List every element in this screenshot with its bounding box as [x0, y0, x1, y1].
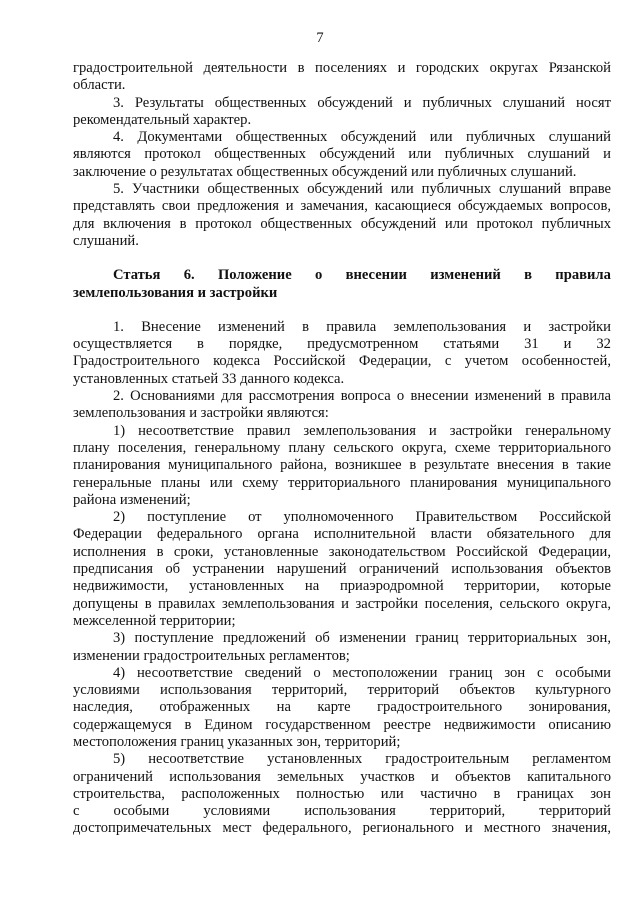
text-line: 2. Основаниями для рассмотрения вопроса о внесении изменений в правила — [113, 388, 611, 405]
text-line: района изменений; — [73, 491, 191, 508]
spacer — [73, 302, 611, 319]
text-line — [73, 319, 611, 336]
heading-word: правила — [555, 267, 611, 284]
article-heading — [73, 267, 611, 302]
text-line: Федерации федерального органа исполнительной власти обязательного для — [73, 526, 611, 543]
word: объектов — [459, 682, 516, 699]
text-line: планирования муниципального района, возникшее в результате внесения в такие — [73, 457, 611, 474]
subitem-1 — [73, 423, 611, 509]
word: территорий — [367, 682, 440, 699]
heading-word: изменений — [430, 267, 501, 284]
word: в — [197, 336, 204, 353]
word: особыми — [113, 803, 170, 820]
text-line: изменении градостроительных регламентов; — [73, 647, 350, 664]
word: приаэродромной — [339, 578, 444, 595]
text-line — [73, 509, 611, 526]
word: условиями — [203, 803, 271, 820]
text-line: являются протокол общественных обсуждений или публичных слушаний и — [73, 146, 611, 163]
word: статьями — [443, 336, 500, 353]
word: поступление — [147, 509, 227, 526]
heading-line — [73, 267, 611, 284]
paragraph-item-5 — [73, 181, 611, 250]
spacer — [73, 250, 611, 267]
paragraph-item-3 — [73, 95, 611, 130]
word: регламентом — [532, 751, 611, 768]
text-line: допущены в правилах землепользования и застройки поселения, сельского округа, — [73, 595, 611, 612]
word: от — [248, 509, 262, 526]
text-line: землепользования и застройки являются: — [73, 405, 329, 422]
text-line: заключение о результатах общественных обсуждений или публичных слушаний. — [73, 163, 577, 180]
text-line — [73, 699, 611, 716]
text-line: для включения в протокол общественных обсуждений или протокол публичных — [73, 215, 611, 232]
subitem-3 — [73, 630, 611, 665]
paragraph-item-2 — [73, 388, 611, 423]
paragraph-item-1 — [73, 319, 611, 388]
heading-word: внесении — [345, 267, 407, 284]
text-line: 1) несоответствие правил землепользования и застройки генеральному — [113, 422, 611, 439]
text-line: области. — [73, 77, 126, 94]
text-line: ограничений использования земельных участков и объектов капитального — [73, 768, 611, 785]
word: использования — [160, 682, 252, 699]
subitem-4 — [73, 665, 611, 751]
word: установленных — [267, 751, 363, 768]
word: несоответствие — [148, 751, 245, 768]
subitem-5 — [73, 751, 611, 837]
word: 31 — [524, 336, 539, 353]
subitem-2 — [73, 509, 611, 630]
word: градостроительного — [377, 699, 503, 716]
text-line: слушаний. — [73, 232, 139, 249]
word: недвижимости, — [73, 578, 169, 595]
word: Внесение — [141, 318, 201, 335]
text-line: 5. Участники общественных обсуждений или публичных слушаний вправе — [113, 181, 611, 198]
text-line: 4. Документами общественных обсуждений или публичных слушаний — [113, 129, 611, 146]
text-line: строительства, расположенных полностью или частично в границах зон — [73, 785, 611, 802]
word: территорий, — [271, 682, 348, 699]
word: изменений — [218, 318, 285, 335]
word: на — [304, 578, 320, 595]
text-line — [73, 803, 611, 820]
text-line — [73, 578, 611, 595]
word: отображенных — [159, 699, 251, 716]
text-line: установленных статьей 33 данного кодекса. — [73, 370, 345, 387]
word: с — [73, 803, 80, 820]
word: 1. — [113, 318, 124, 335]
word: землепользования — [393, 318, 507, 335]
document-body — [73, 60, 611, 838]
word: которые — [560, 578, 611, 595]
text-line: местоположения границ указанных зон, территорий; — [73, 733, 401, 750]
word: порядке, — [228, 336, 283, 353]
paragraph-item-4 — [73, 129, 611, 181]
text-line: генеральные планы или схему территориального планирования муниципального — [73, 474, 611, 491]
text-line: достопримечательных мест федерального, регионального и местного значения, — [73, 820, 611, 837]
text-line: 3. Результаты общественных обсуждений и публичных слушаний носят — [113, 94, 611, 111]
word: культурного — [535, 682, 611, 699]
word: 32 — [596, 336, 611, 353]
word: в — [302, 318, 309, 335]
heading-word: Статья — [113, 267, 161, 284]
word: территорий, — [429, 803, 506, 820]
text-line: Градостроительного кодекса Российской Федерации, с учетом особенностей, — [73, 353, 611, 370]
heading-word: о — [315, 267, 323, 284]
word: наследия, — [73, 699, 133, 716]
heading-word: Положение — [217, 267, 292, 284]
word: правила — [326, 318, 377, 335]
heading-word: в — [524, 267, 532, 284]
text-line: плану поселения, генеральному плану сельского округа, схеме территориального — [73, 439, 611, 456]
paragraph-continuation — [73, 60, 611, 95]
word: осуществляется — [73, 336, 173, 353]
word: 2) — [113, 509, 126, 526]
heading-line: землепользования и застройки — [73, 284, 278, 301]
text-line: градостроительной деятельности в поселениях и городских округах Рязанской — [73, 60, 611, 76]
word: застройки — [548, 318, 611, 335]
word: Российской — [539, 509, 611, 526]
word: Правительством — [415, 509, 518, 526]
text-line — [73, 336, 611, 353]
word: зонирования, — [528, 699, 611, 716]
word: 5) — [113, 751, 126, 768]
text-line — [73, 682, 611, 699]
text-line: 3) поступление предложений об изменении границ территориальных зон, — [113, 630, 611, 647]
text-line: рекомендательный характер. — [73, 111, 252, 128]
word: территорий — [539, 803, 611, 820]
word: установленных — [189, 578, 285, 595]
word: условиями — [73, 682, 140, 699]
word: использования — [304, 803, 396, 820]
word: карте — [317, 699, 351, 716]
word: и — [523, 318, 532, 335]
text-line: содержащемуся в Едином государственном реестре недвижимости описанию — [73, 716, 611, 733]
text-line: представлять свои предложения и замечания, касающиеся обсуждаемых вопросов, — [73, 198, 611, 215]
word: предусмотренном — [307, 336, 419, 353]
word: на — [276, 699, 291, 716]
word: и — [563, 336, 572, 353]
word: градостроительным — [385, 751, 510, 768]
text-line: 4) несоответствие сведений о местоположении границ зон с особыми — [113, 664, 611, 681]
word: уполномоченного — [283, 509, 394, 526]
heading-word: 6. — [183, 267, 195, 284]
text-line: исполнения в сроки, установленные законодательством Российской Федерации, — [73, 543, 611, 560]
word: территории, — [464, 578, 540, 595]
text-line — [73, 751, 611, 768]
text-line: межселенной территории; — [73, 612, 236, 629]
page-number: 7 — [316, 30, 324, 46]
text-line: предписания об устранении нарушений ограничений использования объектов — [73, 561, 611, 578]
